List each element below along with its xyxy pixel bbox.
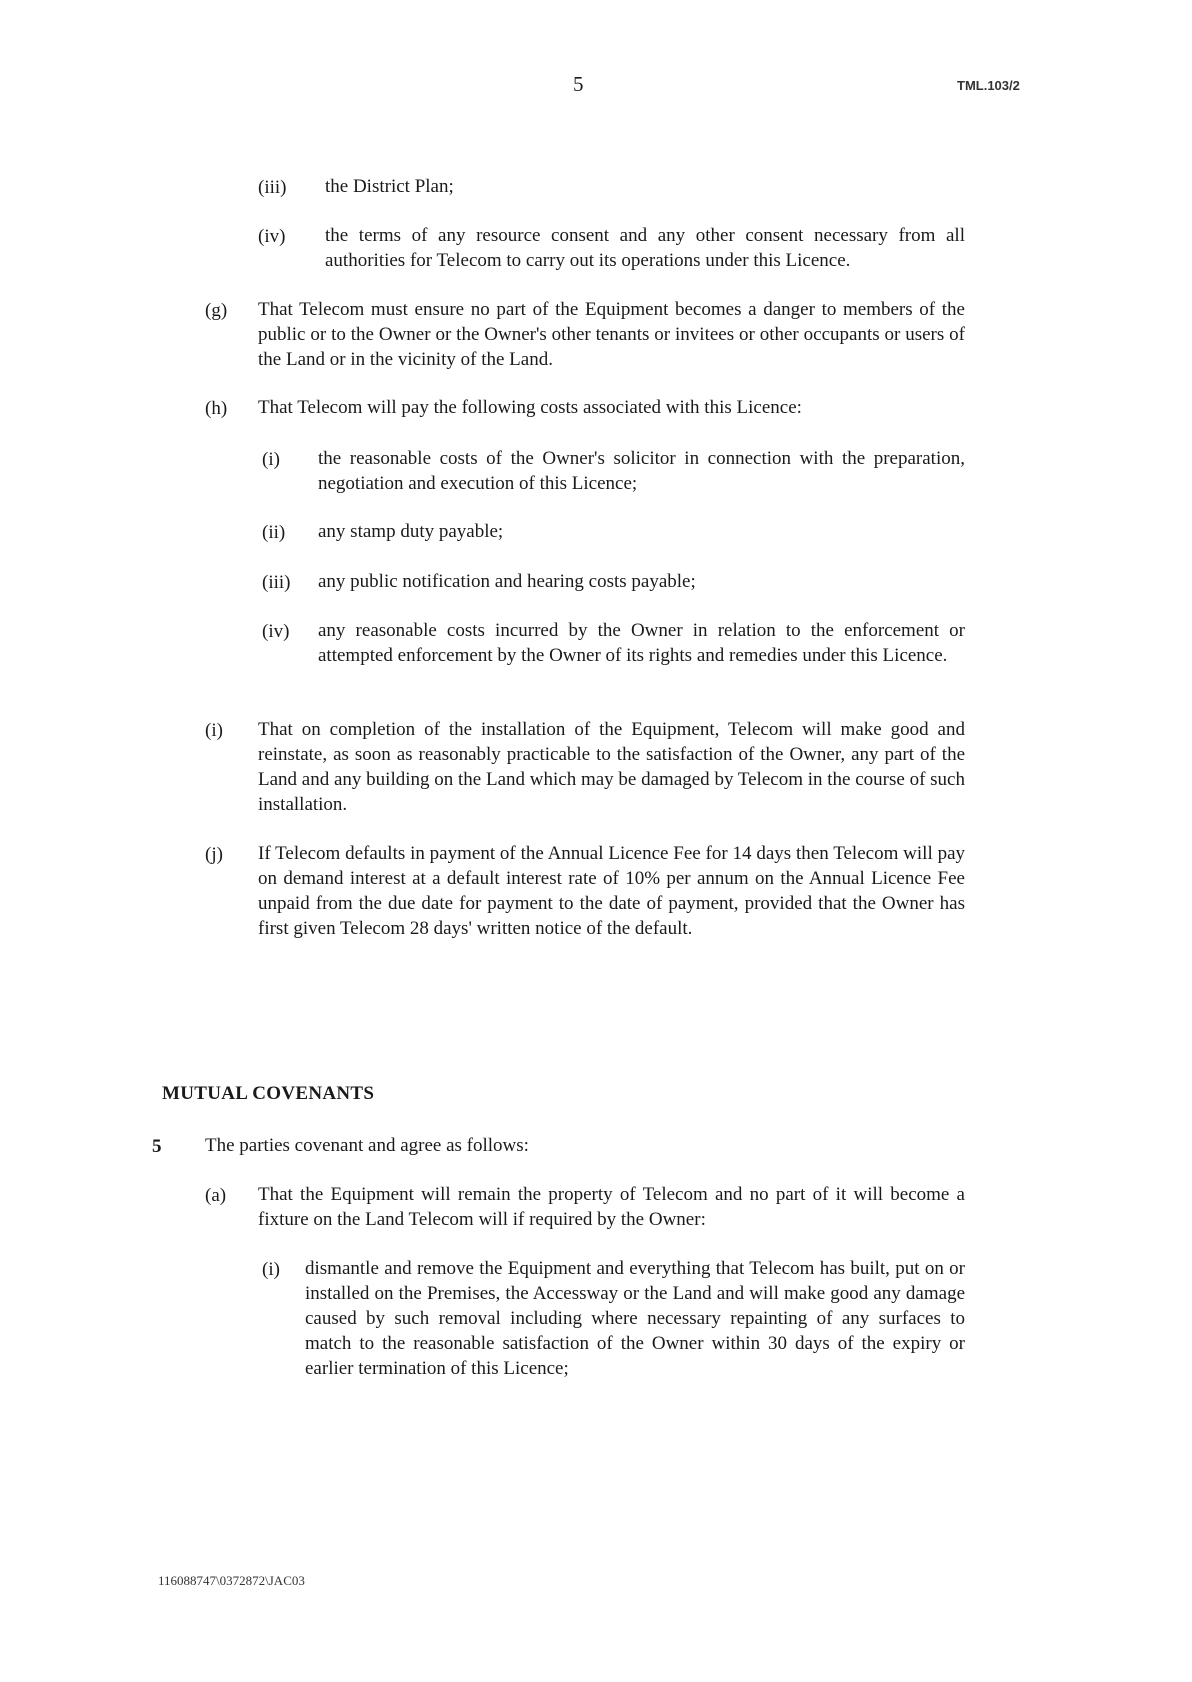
clause-text: the terms of any resource consent and any other consent necessary from all authorities for Telecom to carry out its operations under this Licence. <box>325 225 965 271</box>
clause-label: (i) <box>205 720 223 741</box>
clause-label: (h) <box>205 398 228 419</box>
clause-text: the reasonable costs of the Owner's solicitor in connection with the preparation, negotiation and execution of this Licence; <box>318 448 965 494</box>
clause-label: (i) <box>262 1259 280 1280</box>
clause-label: (iii) <box>258 177 287 198</box>
footer-document-id: 116088747\0372872\JAC03 <box>158 1573 305 1588</box>
clause-text: That on completion of the installation of the Equipment, Telecom will make good and reinstate, as soon as reasonably practicable to the satisfaction of the Owner, any part of the Land and any building on the Land which may be damaged by Telecom in the course of such installation. <box>258 719 965 815</box>
clause-label: (a) <box>205 1185 227 1206</box>
clause-text: any stamp duty payable; <box>318 521 504 542</box>
clause-text: dismantle and remove the Equipment and everything that Telecom has built, put on or installed on the Premises, the Accessway or the Land and will make good any damage caused by such removal including where necessary repainting of any surfaces to match to the reasonable satisfaction of the Owner within 30 days of the expiry or earlier termination of this Licence; <box>305 1258 965 1379</box>
clause-label: (j) <box>205 844 223 865</box>
clause-text: That Telecom must ensure no part of the Equipment becomes a danger to members of the public or to the Owner or the Owner's other tenants or invitees or other occupants or users of the Land or in the vicinity of the Land. <box>258 299 965 370</box>
section-number: 5 <box>152 1136 162 1157</box>
clause-text: any reasonable costs incurred by the Owner in relation to the enforcement or attempted enforcement by the Owner of its rights and remedies under this Licence. <box>318 620 965 666</box>
page-number: 5 <box>573 72 584 96</box>
section-heading: MUTUAL COVENANTS <box>162 1083 375 1104</box>
clause-text: That Telecom will pay the following costs associated with this Licence: <box>258 397 802 418</box>
clause-label: (iv) <box>262 621 290 642</box>
document-reference: TML.103/2 <box>957 78 1020 93</box>
clause-label: (iii) <box>262 572 291 593</box>
clause-label: (iv) <box>258 226 286 247</box>
clause-label: (ii) <box>262 522 286 543</box>
section-intro: The parties covenant and agree as follows: <box>205 1135 529 1156</box>
clause-label: (i) <box>262 449 280 470</box>
clause-text: If Telecom defaults in payment of the Annual Licence Fee for 14 days then Telecom will pay on demand interest at a default interest rate of 10% per annum on the Annual Licence Fee unpaid from the due date for payment to the date of payment, provided that the Owner has first given Telecom 28 days' written notice of the default. <box>258 843 965 939</box>
clause-text: the District Plan; <box>325 176 454 197</box>
clause-label: (g) <box>205 300 228 321</box>
clause-text: That the Equipment will remain the property of Telecom and no part of it will become a fixture on the Land Telecom will if required by the Owner: <box>258 1184 965 1230</box>
clause-text: any public notification and hearing costs payable; <box>318 571 696 592</box>
